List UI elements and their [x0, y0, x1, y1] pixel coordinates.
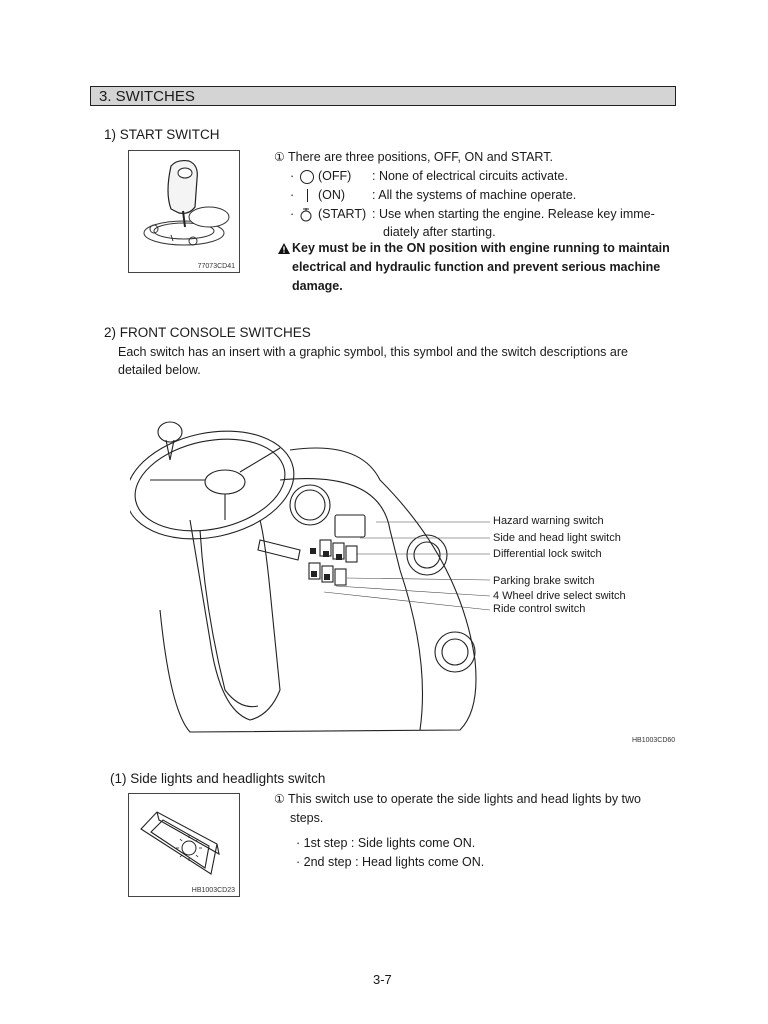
- step-item: · 2nd step : Head lights come ON.: [296, 855, 485, 869]
- position-label: (START): [318, 207, 367, 221]
- section-title: 3. SWITCHES: [90, 86, 676, 106]
- key-switch-illustration: [129, 151, 239, 272]
- position-desc: : Use when starting the engine. Release key imme-: [372, 207, 655, 221]
- callout-parking-brake: Parking brake switch: [493, 575, 595, 587]
- start-key-icon: [299, 207, 313, 222]
- bullet: ·: [290, 188, 295, 202]
- step-item: · 1st step : Side lights come ON.: [296, 836, 476, 850]
- rocker-switch-illustration: [129, 794, 239, 896]
- position-off-row: [290, 167, 568, 186]
- warning-triangle-icon: [278, 243, 290, 254]
- figure-code: HB1003CD60: [632, 737, 676, 744]
- position-label: (OFF): [318, 169, 352, 183]
- off-circle-icon: [300, 170, 314, 184]
- position-desc: : All the systems of machine operate.: [372, 188, 577, 202]
- callout-side-head-light: Side and head light switch: [493, 532, 621, 544]
- front-console-heading: 2) FRONT CONSOLE SWITCHES: [104, 325, 311, 340]
- callout-ride-control: Ride control switch: [493, 603, 586, 615]
- page-number: 3-7: [373, 972, 392, 987]
- position-start-row: [290, 205, 655, 224]
- on-bar-icon: [307, 189, 308, 202]
- start-switch-heading: 1) START SWITCH: [104, 127, 220, 142]
- side-lights-desc-cont: steps.: [290, 811, 324, 825]
- warning-line: Key must be in the ON position with engine running to maintain: [292, 241, 670, 255]
- front-console-illustration: [130, 410, 490, 740]
- intro-text: There are three positions, OFF, ON and START.: [288, 150, 553, 164]
- side-lights-desc: [274, 790, 641, 809]
- warning-line: electrical and hydraulic function and prevent serious machine: [292, 260, 661, 274]
- position-desc: : None of electrical circuits activate.: [372, 169, 568, 183]
- bullet: ·: [290, 207, 295, 221]
- item-marker: ①: [274, 150, 285, 164]
- callout-differential-lock: Differential lock switch: [493, 548, 602, 560]
- front-console-desc: detailed below.: [118, 363, 201, 377]
- position-label: (ON): [318, 188, 346, 202]
- side-lights-heading: (1) Side lights and headlights switch: [110, 771, 326, 786]
- desc-line: This switch use to operate the side lights and head lights by two: [288, 792, 641, 806]
- callout-4wd-select: 4 Wheel drive select switch: [493, 590, 626, 602]
- front-console-desc: Each switch has an insert with a graphic symbol, this symbol and the switch descriptions are: [118, 345, 628, 359]
- side-lights-figure: [128, 793, 240, 897]
- callout-hazard-warning: Hazard warning switch: [493, 515, 604, 527]
- figure-code: 77073CD41: [197, 263, 235, 270]
- start-switch-intro: [274, 148, 553, 167]
- position-on-row: [290, 186, 577, 205]
- warning-line: damage.: [292, 279, 343, 293]
- figure-code: HB1003CD23: [191, 887, 235, 894]
- item-marker: ①: [274, 792, 285, 806]
- start-desc-continuation: diately after starting.: [383, 225, 496, 239]
- start-switch-figure: [128, 150, 240, 273]
- bullet: ·: [290, 169, 295, 183]
